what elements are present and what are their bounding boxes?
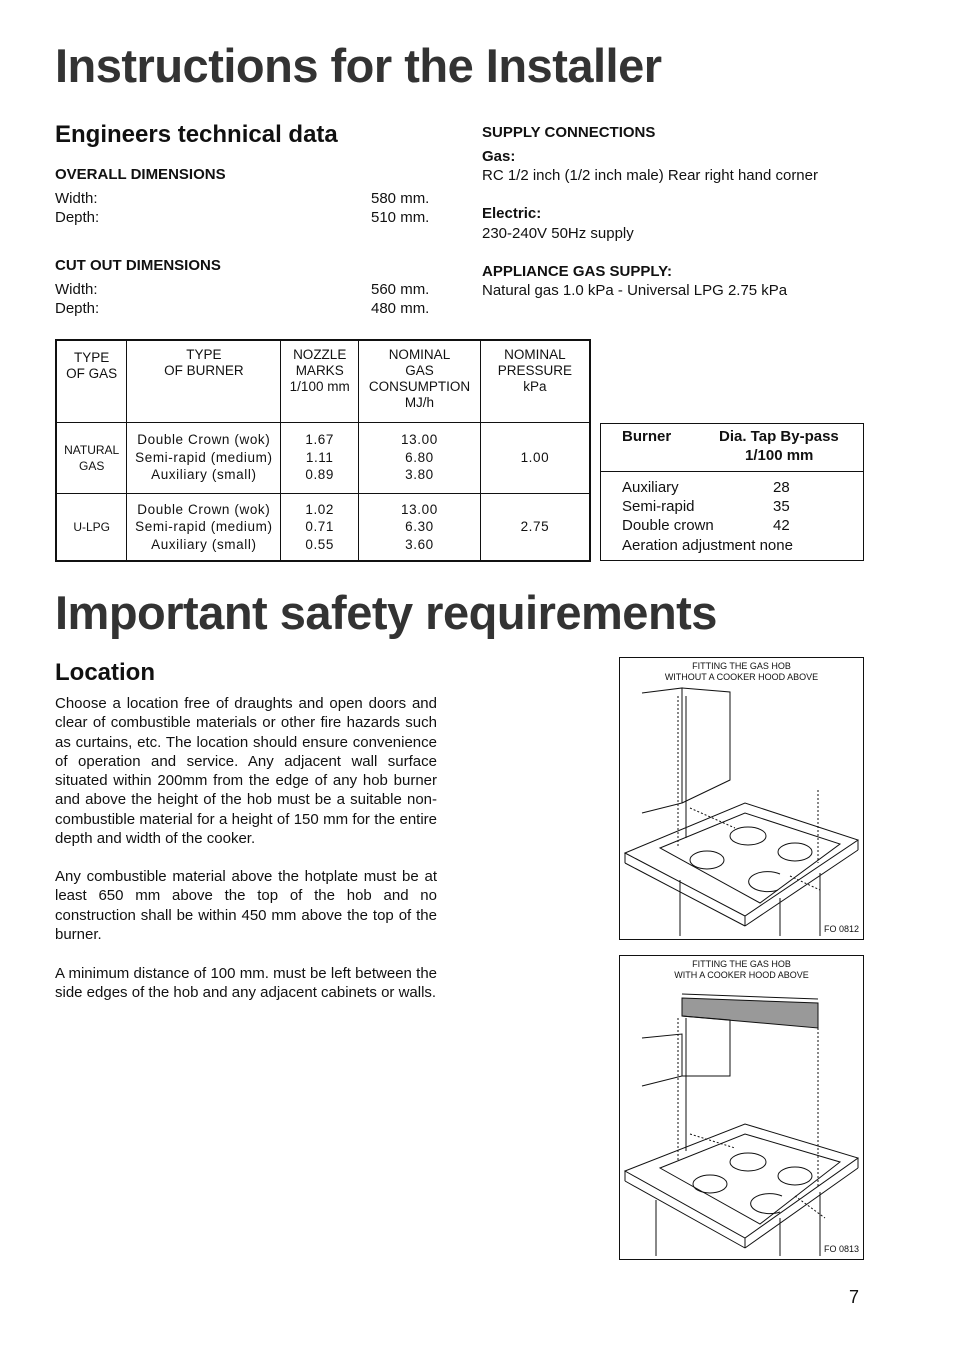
figure-caption: FITTING THE GAS HOB WITHOUT A COOKER HOOD ABOVE <box>664 661 819 682</box>
bypass-unit: 1/100 mm <box>745 447 814 464</box>
cutout-width-value: 560 mm. <box>371 281 430 298</box>
supply-title: SUPPLY CONNECTIONS <box>482 124 656 141</box>
pressure-cell: 2.75 <box>480 493 590 561</box>
gas-type-cell: NATURAL GAS <box>56 422 127 493</box>
gas-type-cell: U-LPG <box>56 493 127 561</box>
consumption-cell: 13.00 6.30 3.60 <box>359 493 481 561</box>
table-row <box>56 493 590 561</box>
cutout-width-label: Width: <box>55 281 98 298</box>
table-row <box>56 422 590 493</box>
header-type-of-gas: TYPE OF GAS <box>56 340 127 422</box>
burner-table-header <box>601 424 863 472</box>
cutout-depth-label: Depth: <box>55 300 100 317</box>
cutout-depth-value: 480 mm. <box>371 300 430 317</box>
figure-code: FO 0812 <box>823 924 859 934</box>
page-title: Instructions for the Installer <box>55 39 662 92</box>
burner-types-cell: Double Crown (wok) Semi-rapid (medium) Auxiliary (small) <box>127 493 281 561</box>
overall-depth-label: Depth: <box>55 209 100 226</box>
burner-auxiliary: Auxiliary <box>622 479 679 496</box>
header-nominal-pressure: NOMINAL PRESSURE kPa <box>480 340 590 422</box>
gas-label: Gas: <box>482 148 516 165</box>
burner-bypass-table <box>600 423 864 561</box>
burner-types-cell: Double Crown (wok) Semi-rapid (medium) Auxiliary (small) <box>127 422 281 493</box>
nozzle-marks-cell: 1.02 0.71 0.55 <box>281 493 359 561</box>
figure-caption: FITTING THE GAS HOB WITH A COOKER HOOD ABOVE <box>674 959 809 980</box>
overall-width-label: Width: <box>55 190 98 207</box>
bypass-column-header: Dia. Tap By-pass <box>719 428 839 445</box>
electric-label: Electric: <box>482 205 542 222</box>
header-type-of-burner: TYPE OF BURNER <box>127 340 281 422</box>
location-paragraph-2: Any combustible material above the hotplate must be at least 650 mm above the top of the hob and no construction shall be within 450 mm above the top of the burner. <box>55 868 437 943</box>
electric-value: 230-240V 50Hz supply <box>482 225 634 242</box>
cutout-dimensions-title: CUT OUT DIMENSIONS <box>55 257 221 274</box>
header-nominal-consumption: NOMINAL GAS CONSUMPTION MJ/h <box>359 340 481 422</box>
location-paragraph-3: A minimum distance of 100 mm. must be left between the side edges of the hob and any adjacent cabinets or walls. <box>55 965 437 1002</box>
nozzle-marks-cell: 1.67 1.11 0.89 <box>281 422 359 493</box>
burner-column-header: Burner <box>622 428 672 445</box>
overall-dimensions-title: OVERALL DIMENSIONS <box>55 166 226 183</box>
pressure-cell: 1.00 <box>480 422 590 493</box>
burner-auxiliary-value: 28 <box>773 479 790 496</box>
figure-code: FO 0813 <box>823 1244 859 1254</box>
header-nozzle-marks: NOZZLE MARKS 1/100 mm <box>281 340 359 422</box>
gas-specification-table <box>55 339 591 562</box>
figure-with-hood <box>619 955 864 1260</box>
figure-without-hood <box>619 657 864 940</box>
location-paragraph-1: Choose a location free of draughts and open doors and clear of combustible materials or other fire hazards such as curtains, etc. The location should ensure convenience of operation and service. Any adjacent wall surface situated within 200mm from the edge of any hob burner and above the height of the hob must be a suitable non-combustible material for a height of 150 mm for the entire depth and width of the cooker. <box>55 695 437 848</box>
gas-value: RC 1/2 inch (1/2 inch male) Rear right hand corner <box>482 167 818 184</box>
safety-title: Important safety requirements <box>55 586 717 639</box>
burner-double-crown: Double crown <box>622 517 714 534</box>
overall-depth-value: 510 mm. <box>371 209 430 226</box>
hob-illustration-without-hood <box>620 658 863 939</box>
location-heading: Location <box>55 659 155 686</box>
consumption-cell: 13.00 6.80 3.80 <box>359 422 481 493</box>
page-number: 7 <box>849 1287 860 1307</box>
hob-illustration-with-hood <box>620 956 863 1259</box>
engineers-heading: Engineers technical data <box>55 121 338 148</box>
aeration-note: Aeration adjustment none <box>622 537 793 554</box>
overall-width-value: 580 mm. <box>371 190 430 207</box>
appliance-gas-label: APPLIANCE GAS SUPPLY: <box>482 263 673 280</box>
burner-double-crown-value: 42 <box>773 517 790 534</box>
appliance-gas-value: Natural gas 1.0 kPa - Universal LPG 2.75 kPa <box>482 282 788 299</box>
table-header-row <box>56 340 590 422</box>
burner-semi-rapid-value: 35 <box>773 498 790 515</box>
burner-semi-rapid: Semi-rapid <box>622 498 695 515</box>
